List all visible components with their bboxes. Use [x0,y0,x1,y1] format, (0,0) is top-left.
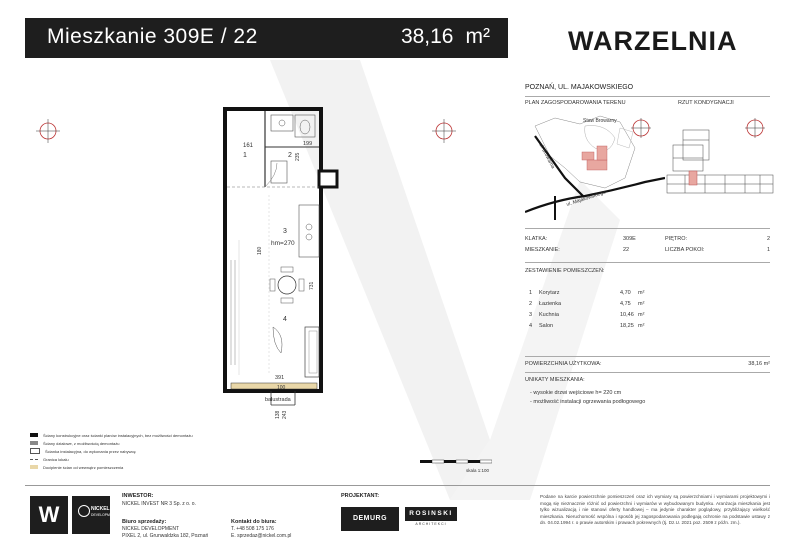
feature-item: - wysokie drzwi wejściowe h= 220 cm [530,390,622,396]
room-number: 4 [283,316,287,323]
room-number: 2 [288,152,292,159]
room-number: 3 [283,228,287,235]
disclaimer: Podane na karcie powierzchnie pomieszczeń oraz ich wymiary są powierzchniami i wymiarami projektowymi i mogą się nieznacznie różnić od powierzchni i wymiarów w wybudowanym budynku. Aranżacja mieszkania jest tylko wizualizacją i nie stanowi oferty handlowej – ma jedynie charakter poglądowy, przybliżający wielkość mieszkania. Nieruchomość wspólna i sposób jej zagospodarowania podlegają ochronie na podstawie ustawy z dn. 04.02.1994 r. o prawie autorskim i prawach pokrewnych (tj. Dz.U. 2021 poz. 2509 z późn. zm.). [540,494,770,526]
demurg-logo: DEMURG [341,507,399,531]
dim-label: 235 [295,152,301,161]
investor-title: INWESTOR: [122,493,154,499]
brand-logo: WARZELNIA [568,26,738,56]
legend-swatch [30,441,38,445]
nickel-logo: NICKEL DEVELOPMENT [72,496,110,534]
floor-plan-title: RZUT KONDYGNACJI [678,100,734,106]
dim-label: 243 [282,410,288,419]
info-table: KLATKA: 309E PIĘTRO: 2 MIESZKANIE: 22 LICZBA POKOI: 1 [525,236,770,253]
scale-bar [420,458,492,466]
sales-company: NICKEL DEVELOPMENT [122,526,180,532]
room-row: 2 Łazienka 4,75 m² [529,301,645,307]
compass-icon [628,115,654,141]
room-row: 1 Korytarz 4,70 m² [529,290,645,296]
contact-phone[interactable]: T. +48 508 175 176 [231,526,274,532]
legend-swatch [30,459,38,460]
street-label-2: ul. Majakowskiego [565,189,607,208]
designer-title: PROJEKTANT: [341,493,380,499]
sales-title: Biuro sprzedaży: [122,519,167,525]
contact-email[interactable]: E. sprzedaz@nickel.com.pl [231,533,292,539]
room-number: 1 [243,152,247,159]
header-bar [25,18,508,58]
dim-label: 199 [303,141,313,147]
dim-label: 161 [243,143,254,149]
rooms-list [525,290,665,334]
legend-item: Dociplenie ścian od wewnątrz pomieszczenia [30,463,230,471]
dim-label: 138 [275,410,281,419]
dim-label: 100 [277,385,286,391]
scale-label: skala 1:100 [466,468,490,473]
dim-label: 180 [257,246,263,255]
street-label-1: ul. Browarna [537,142,556,170]
contact-title: Kontakt do biura: [231,519,277,525]
rooms-title: ZESTAWIENIE POMIESZCZEŃ: [525,268,605,274]
legend-item: Ścianka instalacyjna, do wykonania przez nabywcę [30,447,230,455]
site-plan-title: PLAN ZAGOSPODAROWANIA TERENU [525,100,626,106]
apartment-area: 38,16 m² [400,25,490,48]
dim-label: 391 [275,375,285,381]
w-logo: W [30,496,68,534]
location: POZNAŃ, UL. MAJAKOWSKIEGO [525,84,634,91]
legend-item: Ściany działowe, z możliwością demontażu [30,439,230,447]
floor-plan [215,105,345,425]
pond-label: Staw Browarny [583,118,617,124]
usable-area-label: POWIERZCHNIA UŻYTKOWA: [525,361,602,367]
apartment-title: Mieszkanie 309E / 22 [47,25,258,48]
room-height: hm=270 [271,240,295,247]
legend-item: Granica lokalu [30,455,230,463]
legend-swatch [30,433,38,437]
investor-company: NICKEL INVEST NR 3 Sp. z o. o. [122,501,196,507]
room-row: 3 Kuchnia 10,46 m² [529,312,645,318]
legend [30,431,230,471]
balcony-label: balustrada [265,397,291,403]
feature-item: - możliwość instalacji ogrzewania podłogowego [530,399,646,405]
floor-key-plan [665,125,775,200]
features-title: UNIKATY MIESZKANIA: [525,377,585,383]
legend-swatch [30,465,38,469]
usable-area-value: 38,16 m² [748,361,770,367]
dim-label: 731 [309,281,315,290]
legend-item: Ściany konstrukcyjne oraz ścianki planów instalacyjnych, bez możliwości demontażu [30,431,230,439]
room-row: 4 Salon 18,25 m² [529,323,645,329]
sales-address: PIXEL 2, ul. Grunwaldzka 182, Poznań [122,533,209,539]
legend-swatch [30,448,40,454]
rosinski-logo: ROSINSKI ARCHITEKCI [405,507,457,531]
compass-icon [30,113,66,149]
compass-icon [426,113,462,149]
